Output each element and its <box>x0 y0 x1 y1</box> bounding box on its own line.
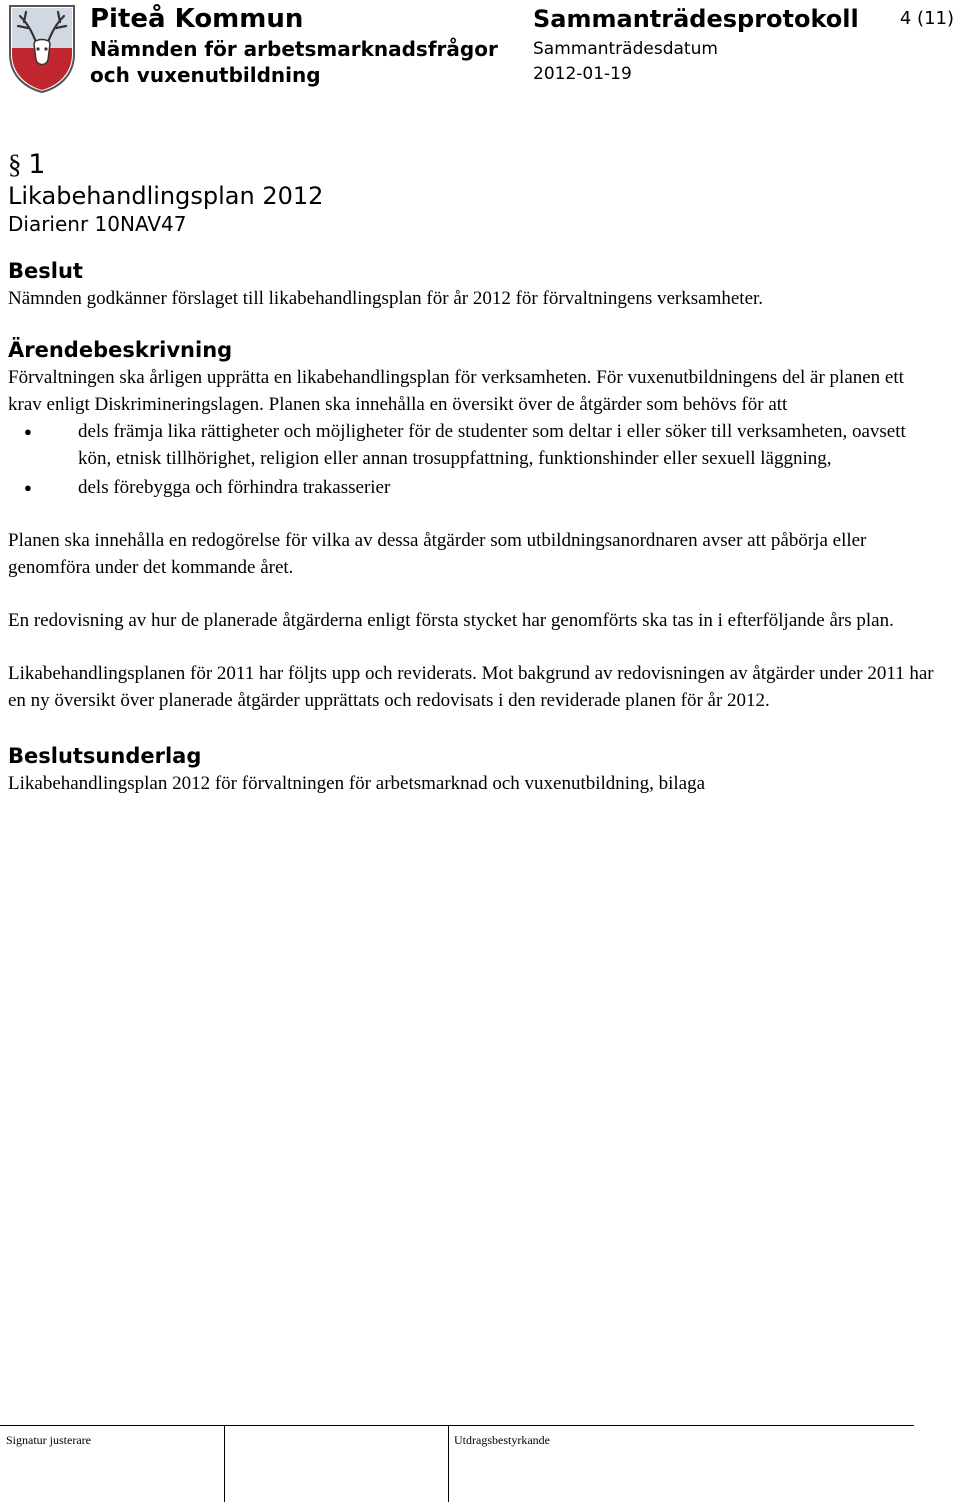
org-name: Piteå Kommun <box>90 4 304 34</box>
arende-paragraph-1: Planen ska innehålla en redogörelse för vilka av dessa åtgärder som utbildningsanordnaren avser att påbörja eller genomföra under det kommande året. <box>8 530 867 578</box>
arende-paragraph-3: Likabehandlingsplanen för 2011 har följts upp och reviderats. Mot bakgrund av redovisningen av åtgärder under 2011 har en ny översikt över planerade åtgärder upprättats och redovisats i den reviderade planen för år 2012. <box>8 663 934 711</box>
section-sign: § <box>8 149 22 179</box>
diary-number: Diarienr 10NAV47 <box>8 212 187 236</box>
reindeer-coat-of-arms-icon <box>6 2 78 94</box>
arende-paragraph-2: En redovisning av hur de planerade åtgärderna enligt första stycket har genomförts ska tas in i efterföljande års plan. <box>8 610 894 631</box>
heading-beslutsunderlag: Beslutsunderlag <box>8 744 202 768</box>
meeting-date: 2012-01-19 <box>533 64 632 84</box>
heading-arendebeskrivning: Ärendebeskrivning <box>8 338 233 362</box>
meeting-date-label: Sammanträdesdatum <box>533 39 718 59</box>
signature-box <box>0 1426 225 1502</box>
page-number: 4 (11) <box>899 8 954 29</box>
bullet-icon: ● <box>24 480 32 495</box>
item-title: Likabehandlingsplan 2012 <box>8 182 324 210</box>
certification-label: Utdragsbestyrkande <box>454 1433 550 1447</box>
beslutsunderlag-text: Likabehandlingsplan 2012 för förvaltningen för arbetsmarknad och vuxenutbildning, bilaga <box>8 773 706 794</box>
signature-footer <box>0 1425 914 1502</box>
item-paragraph <box>8 148 938 181</box>
signature-box-2 <box>224 1426 449 1502</box>
measures-list <box>8 418 938 501</box>
heading-beslut: Beslut <box>8 259 83 283</box>
list-item: ● dels främja lika rättigheter och möjligheter för de studenter som deltar i eller söker till verksamheten, oavsett kön, etnisk tillhörighet, religion eller annan trosuppfattning, funktionshinder eller sexuell läggning, <box>8 418 938 472</box>
item-number: 1 <box>28 149 46 180</box>
signature-label: Signatur justerare <box>6 1433 91 1447</box>
document-title: Sammanträdesprotokoll <box>533 5 859 33</box>
org-department-cont: och vuxenutbildning <box>90 63 321 87</box>
document-body <box>8 148 938 797</box>
org-department: Nämnden för arbetsmarknadsfrågor <box>90 37 498 61</box>
list-item: ● dels förebygga och förhindra trakasserier <box>8 474 938 501</box>
arende-intro: Förvaltningen ska årligen upprätta en likabehandlingsplan för verksamheten. För vuxenutbildningens del är planen ett krav enligt Diskrimineringslagen. Planen ska innehålla en översikt över de åtgärder som behövs för att <box>8 367 904 415</box>
bullet-icon: ● <box>24 424 32 439</box>
beslut-text: Nämnden godkänner förslaget till likabehandlingsplan för år 2012 för förvaltningens verksamheter. <box>8 288 764 309</box>
certification-box <box>448 1426 914 1502</box>
